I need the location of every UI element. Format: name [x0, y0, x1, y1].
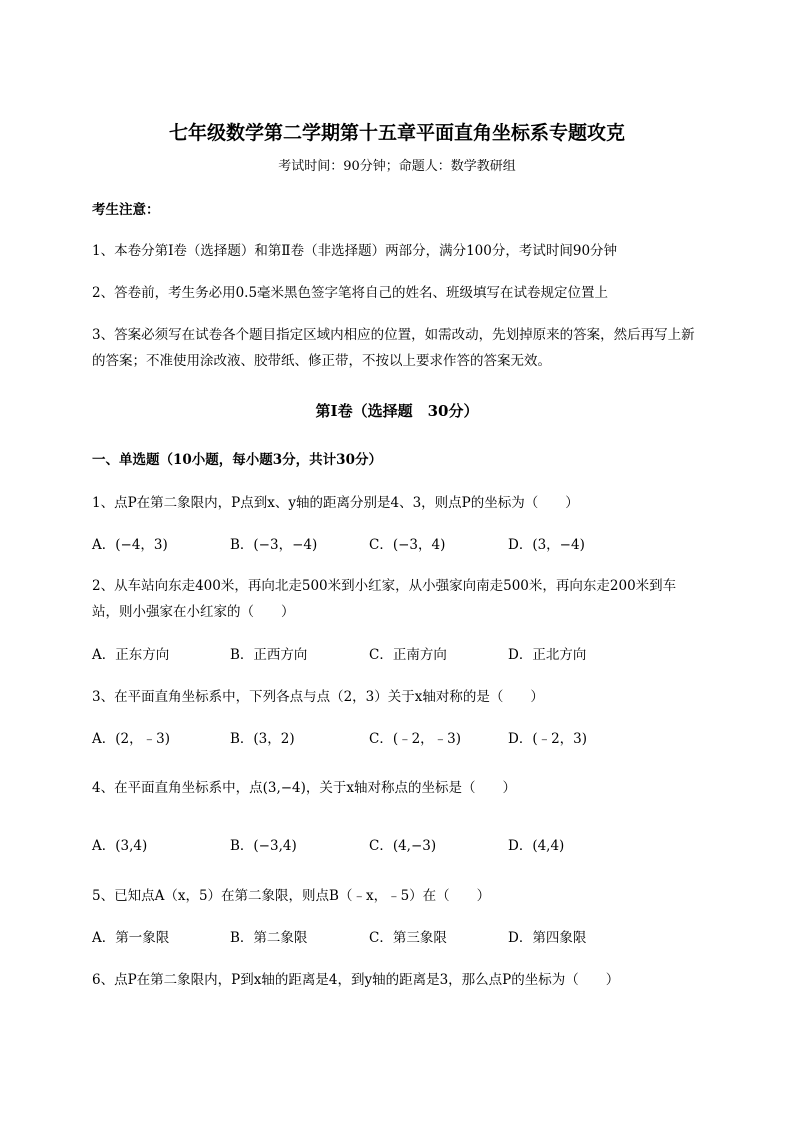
option-b: B．(−3,4): [230, 838, 297, 854]
option-c: C．(﹣2，﹣3): [369, 731, 462, 747]
notice-item: 3、答案必须写在试卷各个题目指定区域内相应的位置，如需改动，先划掉原来的答案，然后再写上新: [92, 327, 695, 343]
exam-info: 考试时间：90分钟；命题人：数学教研组: [278, 159, 516, 174]
section-title: 第Ⅰ卷（选择题 30分）: [315, 402, 479, 420]
question-stem-continued: 站，则小强家在小红家的（ ）: [92, 604, 295, 620]
question-stem: 2、从车站向东走400米，再向北走500米到小红家，从小强家向南走500米，再向东走200米到车: [92, 578, 677, 594]
option-d: D．正北方向: [508, 647, 587, 663]
question-stem: 1、点P在第二象限内，P点到x、y轴的距离分别是4、3，则点P的坐标为（ ）: [92, 495, 579, 511]
notice-item-continued: 的答案；不准使用涂改液、胶带纸、修正带，不按以上要求作答的答案无效。: [92, 353, 551, 369]
option-b: B．第二象限: [230, 930, 308, 946]
option-d: D．(﹣2，3): [508, 731, 588, 747]
notice-item: 1、本卷分第Ⅰ卷（选择题）和第Ⅱ卷（非选择题）两部分，满分100分，考试时间90分钟: [92, 243, 618, 259]
option-a: A．正东方向: [92, 647, 170, 663]
question-stem: 5、已知点A（x，5）在第二象限，则点B（﹣x，﹣5）在（ ）: [92, 888, 491, 904]
notice-heading: 考生注意：: [92, 202, 160, 218]
question-stem: 6、点P在第二象限内，P到x轴的距离是4，到y轴的距离是3，那么点P的坐标为（ ）: [92, 972, 620, 988]
option-d: D．第四象限: [508, 930, 587, 946]
part-heading: 一、单选题（10小题，每小题3分，共计30分）: [92, 452, 382, 468]
option-b: B．(3，2): [230, 731, 295, 747]
option-c: C．(4,−3): [369, 838, 437, 854]
page-title: 七年级数学第二学期第十五章平面直角坐标系专题攻克: [168, 122, 625, 144]
notice-item: 2、答卷前，考生务必用0.5毫米黑色签字笔将自己的姓名、班级填写在试卷规定位置上: [92, 285, 609, 301]
option-b: B．(−3，−4): [230, 537, 318, 553]
option-a: A．第一象限: [92, 930, 170, 946]
option-c: C．正南方向: [369, 647, 447, 663]
option-a: A．(2，﹣3): [92, 731, 170, 747]
option-a: A．(−4，3): [92, 537, 168, 553]
option-d: D．(4,4): [508, 838, 565, 854]
question-stem: 4、在平面直角坐标系中，点(3,−4)，关于x轴对称点的坐标是（ ）: [92, 780, 517, 796]
option-d: D．(3，−4): [508, 537, 585, 553]
option-c: C．第三象限: [369, 930, 447, 946]
option-a: A．(3,4): [92, 838, 148, 854]
option-c: C．(−3，4): [369, 537, 446, 553]
option-b: B．正西方向: [230, 647, 308, 663]
question-stem: 3、在平面直角坐标系中，下列各点与点（2，3）关于x轴对称的是（ ）: [92, 689, 544, 705]
